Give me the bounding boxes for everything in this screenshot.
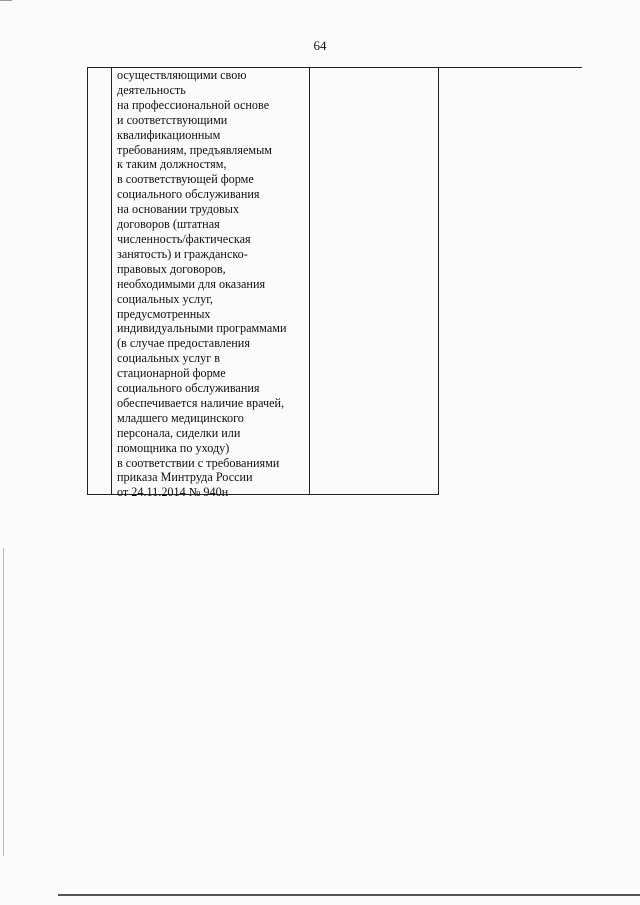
cell-text-line: договоров (штатная <box>117 217 220 232</box>
cell-text-line: (в случае предоставления <box>117 336 250 351</box>
cell-text-line: деятельность <box>117 82 186 97</box>
cell-text-line: приказа Минтруда России <box>117 470 253 485</box>
cell-text-line: персонала, сиделки или <box>117 425 241 440</box>
cell-text-line: в соответствующей форме <box>117 172 254 187</box>
cell-text-line: осуществляющими свою <box>117 68 247 82</box>
cell-text-line: социальных услуг, <box>117 291 213 306</box>
cell-text-line: требованиям, предъявляемым <box>117 142 273 157</box>
scan-bottom-line <box>58 894 640 896</box>
cell-text-line: правовых договоров, <box>117 261 226 276</box>
cell-text-line: социальных услуг в <box>117 351 221 366</box>
cell-text-line: необходимыми для оказания <box>117 276 266 291</box>
document-table <box>87 67 582 500</box>
cell-text-line: численность/фактическая <box>117 231 251 246</box>
cell-text-line: социального обслуживания <box>117 381 260 396</box>
page-number: 64 <box>313 38 327 53</box>
scan-edge-mark <box>3 548 4 856</box>
cell-text-line: к таким должностям, <box>117 157 227 172</box>
scan-corner-mark <box>0 0 12 1</box>
cell-text-line: от 24.11.2014 № 940н <box>117 485 229 500</box>
cell-text-line: индивидуальными программами <box>117 321 287 336</box>
cell-text-line: на основании трудовых <box>117 202 240 217</box>
cell-text-line: и соответствующими <box>117 112 228 127</box>
cell-text-line: предусмотренных <box>117 306 211 321</box>
cell-text-line: социального обслуживания <box>117 187 260 202</box>
cell-text-line: в соответствии с требованиями <box>117 455 280 470</box>
cell-text-line: стационарной форме <box>117 366 226 381</box>
cell-text-line: квалификационным <box>117 127 221 142</box>
cell-text-line: младшего медицинского <box>117 410 244 425</box>
column-border-4 <box>438 67 439 495</box>
cell-text-line: занятость) и гражданско- <box>117 246 248 261</box>
cell-text-line: обеспечивается наличие врачей, <box>117 395 285 410</box>
column-border-2 <box>111 67 112 495</box>
requirements-cell-text <box>117 68 313 500</box>
cell-text-line: на профессиональной основе <box>117 97 270 112</box>
column-border-1 <box>87 67 88 495</box>
cell-text-line: помощника по уходу) <box>117 440 230 455</box>
